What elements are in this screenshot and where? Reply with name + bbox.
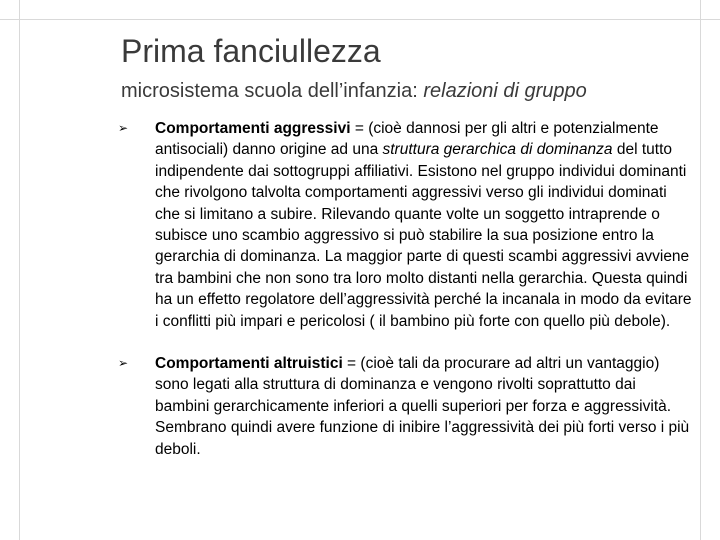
bullet-text: = (cioè dannosi per gli altri e potenzialmente antisociali) danno origine ad una (155, 120, 659, 159)
bullet-term: Comportamenti altruistici (155, 355, 343, 373)
slide-subtitle (121, 79, 587, 103)
bullet-text-continued: del tutto indipendente dai sottogruppi affiliativi. Esistono nel gruppo individui dominanti che rivolgono talvolta comportamenti aggressivi verso gli individui dominati che si limitano a subire. Rilevando quante volte un soggetto intraprende o subisce uno scambio aggressivo si può stabilire la sua posizione entro la gerarchia di dominanza. La maggior parte di questi scambi aggressivi avviene tra bambini che non sono tra loro molto distanti nella gerarchia. Questa quindi ha un effetto regolatore dell’aggressività perché la incanala in modo da evitare i conflitti più impari e pericolosi ( il bambino più forte con quello più debole). (155, 141, 692, 330)
bullet-list (118, 118, 693, 460)
frame-right-border (700, 0, 720, 540)
bullet-altruistic (118, 353, 693, 460)
bullet-term: Comportamenti aggressivi (155, 120, 351, 137)
bullet-italic-text: struttura gerarchica di dominanza (382, 141, 613, 159)
arrow-bullet-icon: ➢ (118, 356, 129, 371)
slide-title: Prima fanciullezza (121, 33, 381, 69)
frame-top-border (0, 0, 720, 20)
bullet-aggressive (118, 118, 693, 332)
frame-left-border (0, 0, 20, 540)
arrow-bullet-icon: ➢ (118, 121, 129, 135)
subtitle-italic: relazioni di gruppo (423, 80, 587, 102)
subtitle-plain: microsistema scuola dell’infanzia: (121, 80, 424, 102)
bullet-text: = (cioè tali da procurare ad altri un vantaggio) sono legati alla struttura di dominanza e vengono rivolti soprattutto dai bambini gerarchicamente inferiori a quelli superiori per forza e aggressività. Sembrano quindi avere funzione di inibire l’aggressività dei più forti verso i più deboli. (155, 355, 690, 458)
